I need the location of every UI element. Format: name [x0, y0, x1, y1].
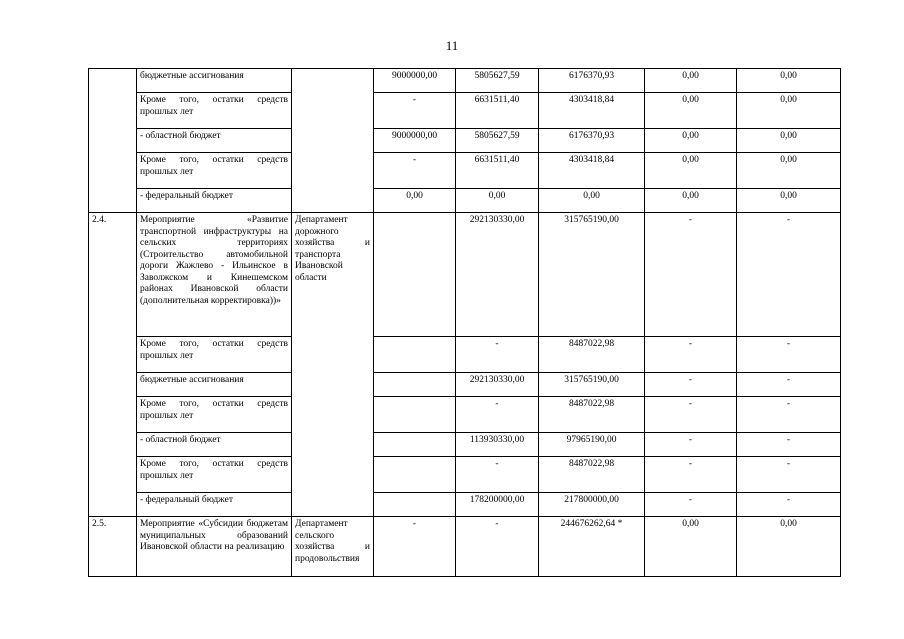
- value-cell: 315765190,00: [539, 213, 645, 337]
- value-cell: 292130330,00: [456, 213, 539, 337]
- executor-cell: Департамент дорожного хозяйства и транспорта Ивановской области: [292, 213, 374, 517]
- executor-cell: Департамент сельского хозяйства и продовольствия: [292, 517, 374, 577]
- value-cell: -: [456, 457, 539, 493]
- value-cell: 5805627,59: [456, 69, 539, 93]
- value-cell: [374, 493, 456, 517]
- value-cell: -: [737, 213, 841, 337]
- value-cell: 0,00: [737, 153, 841, 189]
- value-cell: 8487022,98: [539, 397, 645, 433]
- value-cell: 0,00: [645, 93, 737, 129]
- value-cell: -: [456, 397, 539, 433]
- value-cell: 0,00: [456, 189, 539, 213]
- value-cell: -: [374, 153, 456, 189]
- value-cell: 4303418,84: [539, 153, 645, 189]
- value-cell: 0,00: [737, 93, 841, 129]
- value-cell: [374, 457, 456, 493]
- value-cell: -: [737, 493, 841, 517]
- value-cell: -: [374, 517, 456, 577]
- table-row: [89, 397, 841, 433]
- value-cell: 244676262,64 *: [539, 517, 645, 577]
- value-cell: 5805627,59: [456, 129, 539, 153]
- value-cell: -: [645, 397, 737, 433]
- description-cell: Кроме того, остатки средств прошлых лет: [137, 153, 292, 189]
- description-cell: бюджетные ассигнования: [137, 69, 292, 93]
- value-cell: 4303418,84: [539, 93, 645, 129]
- description-cell: - областной бюджет: [137, 129, 292, 153]
- description-cell: - областной бюджет: [137, 433, 292, 457]
- value-cell: -: [737, 433, 841, 457]
- table-row: [89, 153, 841, 189]
- budget-table: [88, 68, 841, 577]
- value-cell: [374, 397, 456, 433]
- value-cell: 0,00: [539, 189, 645, 213]
- table-row: [89, 493, 841, 517]
- value-cell: 8487022,98: [539, 337, 645, 373]
- value-cell: -: [737, 373, 841, 397]
- table-row: [89, 69, 841, 93]
- description-cell: Мероприятие «Развитие транспортной инфраструктуры на сельских территориях (Строительство автомобильной дороги Жажлево - Ильинское в Заволжском и Кинешемском районах Ивановской области (дополнительная корректировка))»: [137, 213, 292, 337]
- code-cell: [89, 69, 137, 213]
- value-cell: 8487022,98: [539, 457, 645, 493]
- value-cell: 97965190,00: [539, 433, 645, 457]
- value-cell: 6631511,40: [456, 153, 539, 189]
- value-cell: -: [645, 213, 737, 337]
- value-cell: 0,00: [737, 517, 841, 577]
- value-cell: [374, 337, 456, 373]
- value-cell: -: [645, 433, 737, 457]
- value-cell: -: [645, 493, 737, 517]
- description-cell: Мероприятие «Субсидии бюджетам муниципальных образований Ивановской области на реализацию: [137, 517, 292, 577]
- table-row: [89, 129, 841, 153]
- value-cell: -: [737, 397, 841, 433]
- value-cell: 9000000,00: [374, 69, 456, 93]
- page-number: 11: [445, 38, 459, 53]
- table-row: [89, 213, 841, 337]
- value-cell: 0,00: [645, 153, 737, 189]
- table-row: [89, 373, 841, 397]
- table-row: [89, 433, 841, 457]
- table-row: [89, 457, 841, 493]
- value-cell: [374, 433, 456, 457]
- code-cell: 2.4.: [89, 213, 137, 517]
- value-cell: 0,00: [374, 189, 456, 213]
- table-row: [89, 337, 841, 373]
- value-cell: 0,00: [737, 129, 841, 153]
- table-row: [89, 189, 841, 213]
- value-cell: 9000000,00: [374, 129, 456, 153]
- value-cell: -: [374, 93, 456, 129]
- value-cell: 6176370,93: [539, 129, 645, 153]
- value-cell: 0,00: [645, 189, 737, 213]
- value-cell: -: [737, 457, 841, 493]
- value-cell: [374, 373, 456, 397]
- value-cell: 0,00: [645, 69, 737, 93]
- value-cell: 0,00: [737, 189, 841, 213]
- value-cell: -: [737, 337, 841, 373]
- executor-cell: [292, 69, 374, 213]
- description-cell: - федеральный бюджет: [137, 493, 292, 517]
- value-cell: 6176370,93: [539, 69, 645, 93]
- value-cell: 217800000,00: [539, 493, 645, 517]
- description-cell: Кроме того, остатки средств прошлых лет: [137, 457, 292, 493]
- value-cell: 0,00: [645, 129, 737, 153]
- value-cell: 113930330,00: [456, 433, 539, 457]
- value-cell: -: [456, 337, 539, 373]
- value-cell: 315765190,00: [539, 373, 645, 397]
- table-row: [89, 517, 841, 577]
- value-cell: -: [645, 457, 737, 493]
- description-cell: бюджетные ассигнования: [137, 373, 292, 397]
- value-cell: -: [456, 517, 539, 577]
- description-cell: Кроме того, остатки средств прошлых лет: [137, 337, 292, 373]
- value-cell: [374, 213, 456, 337]
- value-cell: 0,00: [737, 69, 841, 93]
- value-cell: 178200000,00: [456, 493, 539, 517]
- description-cell: - федеральный бюджет: [137, 189, 292, 213]
- table-row: [89, 93, 841, 129]
- value-cell: 6631511,40: [456, 93, 539, 129]
- value-cell: 292130330,00: [456, 373, 539, 397]
- value-cell: -: [645, 373, 737, 397]
- value-cell: -: [645, 337, 737, 373]
- description-cell: Кроме того, остатки средств прошлых лет: [137, 397, 292, 433]
- description-cell: Кроме того, остатки средств прошлых лет: [137, 93, 292, 129]
- code-cell: 2.5.: [89, 517, 137, 577]
- value-cell: 0,00: [645, 517, 737, 577]
